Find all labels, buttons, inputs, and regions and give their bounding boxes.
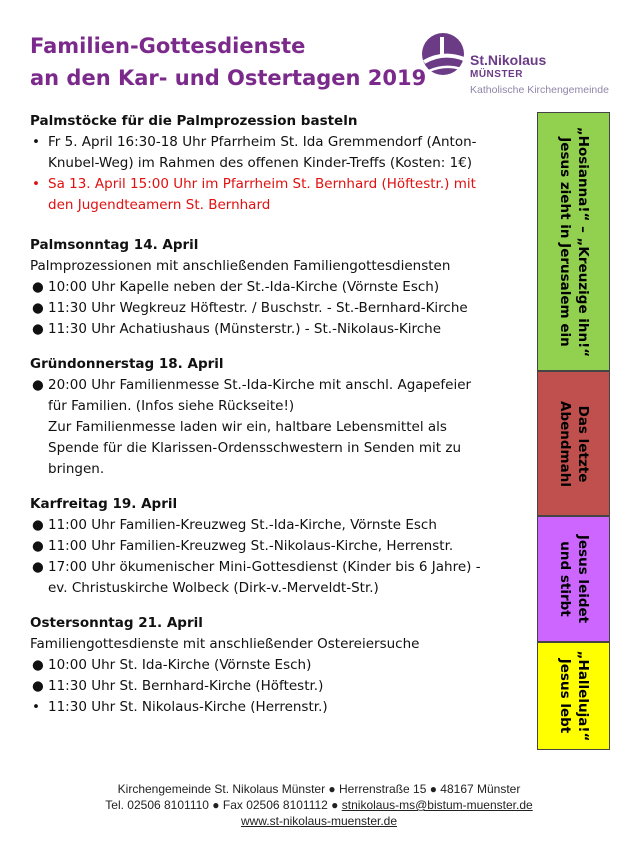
list-item <box>30 515 530 536</box>
email-link[interactable]: stnikolaus-ms@bistum-muenster.de <box>341 798 533 812</box>
list-item-text: 10:00 Uhr St. Ida-Kirche (Vörnste Esch) <box>48 657 312 673</box>
list-item <box>30 676 530 697</box>
list-item <box>30 298 530 319</box>
sidebar-band-line: und stirbt <box>556 541 573 617</box>
list-item <box>30 557 530 599</box>
section-intro: Familiengottesdienste mit anschließender Ostereiersuche <box>30 636 420 652</box>
list-item <box>30 536 530 557</box>
section-heading: Gründonnerstag 18. April <box>30 356 224 372</box>
bullet-icon: ● <box>32 300 44 316</box>
title-line-2: an den Kar- und Ostertagen 2019 <box>30 66 427 90</box>
logo-parish: Katholische Kirchengemeinde <box>470 84 609 96</box>
list-item <box>30 132 530 174</box>
bullet-icon: • <box>32 699 40 715</box>
footer-phone-fax: Tel. 02506 8101110 ● Fax 02506 8101112 ● <box>105 798 342 812</box>
sidebar-band-hosianna <box>537 112 610 371</box>
list-item <box>30 174 530 216</box>
list-item <box>30 375 530 417</box>
bullet-icon: ● <box>32 279 44 295</box>
bullet-icon: • <box>32 176 40 192</box>
event-list <box>30 655 530 718</box>
footer-address: Kirchengemeinde St. Nikolaus Münster ● Herrenstraße 15 ● 48167 Münster <box>117 782 521 796</box>
bullet-icon: ● <box>32 517 44 533</box>
section-easter-sunday <box>30 613 530 718</box>
list-item-text: 11:30 Uhr Achatiushaus (Münsterstr.) - St.-Nikolaus-Kirche <box>48 321 442 337</box>
parish-logo-icon <box>421 31 465 79</box>
footer <box>0 781 638 829</box>
section-maundy-thursday <box>30 354 530 480</box>
list-item-text: 17:00 Uhr ökumenischer Mini-Gottesdienst (Kinder bis 6 Jahre) - ev. Christuskirche Wolbeck (Dirk-v.-Merveldt-Str.) <box>48 559 481 596</box>
list-item <box>30 697 530 718</box>
sidebar-band-line: Abendmahl <box>556 400 573 487</box>
sidebar-band-suffering <box>537 516 610 642</box>
list-item-text: Sa 13. April 15:00 Uhr im Pfarrheim St. Bernhard (Höftestr.) mit den Jugendteamern St. Bernhard <box>48 176 476 213</box>
note-text: Zur Familienmesse laden wir ein, haltbare Lebensmittel als Spende für die Klarissen-Ordensschwestern in Senden mit zu bringen. <box>48 419 462 477</box>
section-intro: Palmprozessionen mit anschließenden Familiengottesdiensten <box>30 258 451 274</box>
list-item <box>30 277 530 298</box>
sidebar-band-label <box>556 535 592 623</box>
section-heading: Karfreitag 19. April <box>30 496 178 512</box>
list-item-text: 10:00 Uhr Kapelle neben der St.-Ida-Kirche (Vörnste Esch) <box>48 279 440 295</box>
sidebar-band-line: „Hosianna!“ – „Kreuzige ihn!“ <box>574 126 591 357</box>
section-palm-sticks <box>30 111 530 216</box>
sidebar-band-line: „Halleluja!“ <box>574 650 591 742</box>
section-good-friday <box>30 494 530 599</box>
list-item-text: 11:00 Uhr Familien-Kreuzweg St.-Ida-Kirche, Vörnste Esch <box>48 517 437 533</box>
section-palm-sunday <box>30 235 530 340</box>
sidebar-band-line: Das letzte <box>574 405 591 482</box>
bullet-icon: • <box>32 134 40 150</box>
page-title <box>30 30 427 94</box>
bullet-icon: ● <box>32 559 44 575</box>
sidebar-band-line: Jesus leidet <box>574 534 591 624</box>
sidebar-band-line: Jesus zieht in Jerusalem ein <box>556 136 573 347</box>
event-list <box>30 132 530 216</box>
bullet-icon: ● <box>32 678 44 694</box>
bullet-icon: ● <box>32 657 44 673</box>
list-item <box>30 319 530 340</box>
title-line-1: Familien-Gottesdienste <box>30 34 306 58</box>
logo-city: MÜNSTER <box>470 69 523 80</box>
bullet-icon: ● <box>32 538 44 554</box>
section-heading: Ostersonntag 21. April <box>30 615 203 631</box>
event-schedule <box>30 111 530 732</box>
event-list <box>30 515 530 599</box>
bullet-icon: ● <box>32 377 44 393</box>
list-item-text: 11:30 Uhr St. Nikolaus-Kirche (Herrenstr.) <box>48 699 328 715</box>
bullet-icon: ● <box>32 321 44 337</box>
list-item-text: 20:00 Uhr Familienmesse St.-Ida-Kirche mit anschl. Agapefeier für Familien. (Infos siehe Rückseite!) <box>48 377 472 414</box>
sidebar-band-halleluja <box>537 642 610 750</box>
section-heading: Palmstöcke für die Palmprozession basteln <box>30 113 358 129</box>
sidebar-band-label <box>556 401 592 487</box>
parish-logo <box>421 31 631 96</box>
sidebar-band-label <box>556 126 592 356</box>
event-list <box>30 375 530 417</box>
logo-name: St.Nikolaus <box>470 52 547 68</box>
section-heading: Palmsonntag 14. April <box>30 237 199 253</box>
list-item-text: 11:30 Uhr Wegkreuz Höftestr. / Buschstr. - St.-Bernhard-Kirche <box>48 300 468 316</box>
list-item-text: 11:30 Uhr St. Bernhard-Kirche (Höftestr.) <box>48 678 324 694</box>
section-note <box>48 417 530 480</box>
event-list <box>30 277 530 340</box>
list-item-text: 11:00 Uhr Familien-Kreuzweg St.-Nikolaus-Kirche, Herrenstr. <box>48 538 454 554</box>
website-link[interactable]: www.st-nikolaus-muenster.de <box>240 814 398 828</box>
list-item-text: Fr 5. April 16:30-18 Uhr Pfarrheim St. Ida Gremmendorf (Anton- Knubel-Weg) im Rahmen des offenen Kinder-Treffs (Kosten: 1€) <box>48 134 477 171</box>
footer-contact <box>0 797 638 813</box>
sidebar-band-last-supper <box>537 371 610 516</box>
sidebar-band-line: Jesus lebt <box>556 658 573 734</box>
sidebar-band-label <box>556 651 592 742</box>
list-item <box>30 655 530 676</box>
